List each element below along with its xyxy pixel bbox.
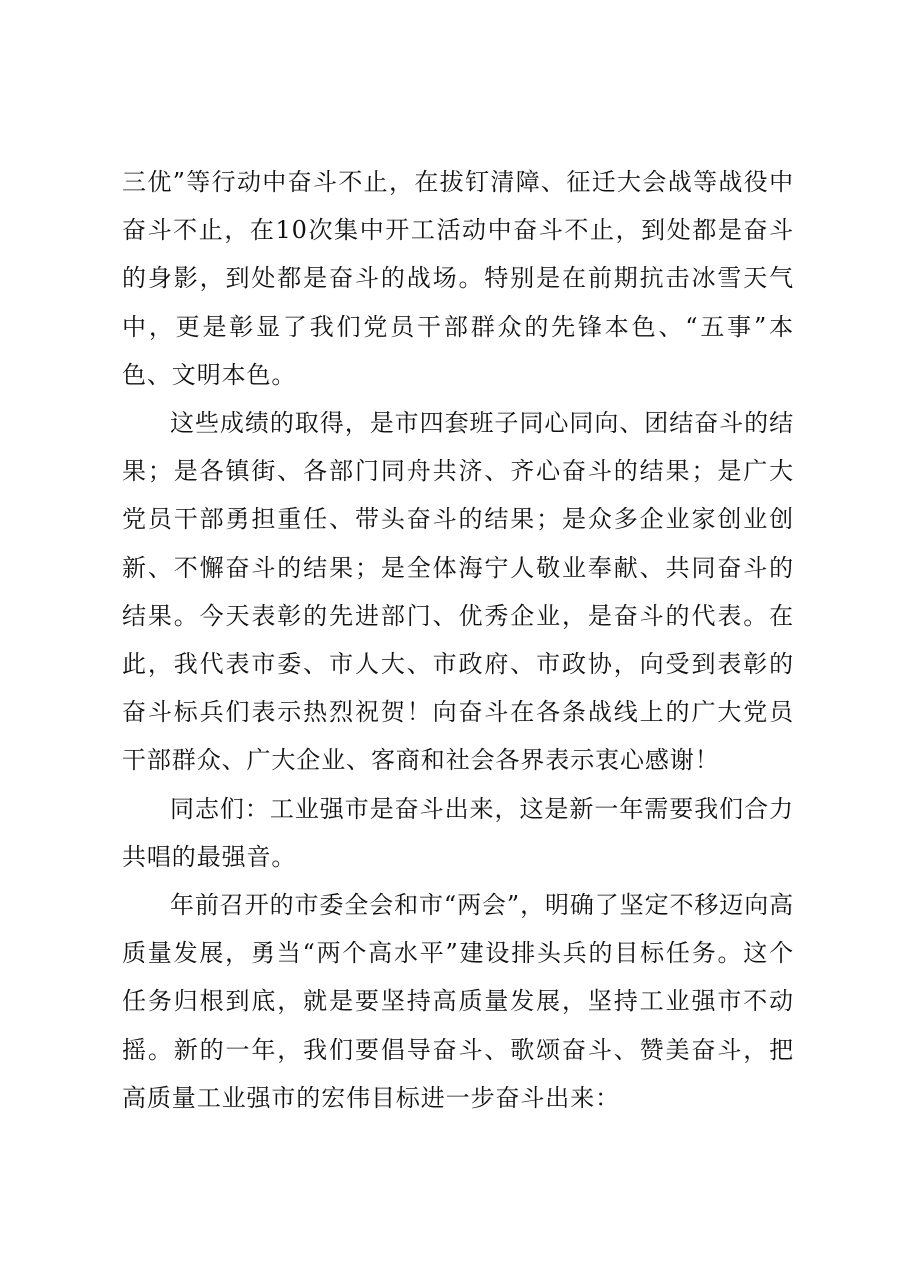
- paragraph-4: 年前召开的市委全会和市“两会”，明确了坚定不移迈向高质量发展，勇当“两个高水平”建设排头兵的目标任务。这个任务归根到底，就是要坚持高质量发展，坚持工业强市不动摇。新的一年，我们要倡导奋斗、歌颂奋斗、赞美奋斗，把高质量工业强市的宏伟目标进一步奋斗出来：: [122, 891, 794, 1112]
- paragraph-2: 这些成绩的取得，是市四套班子同心同向、团结奋斗的结果；是各镇街、各部门同舟共济、齐心奋斗的结果；是广大党员干部勇担重任、带头奋斗的结果；是众多企业家创业创新、不懈奋斗的结果；是全体海宁人敬业奉献、共同奋斗的结果。今天表彰的先进部门、优秀企业，是奋斗的代表。在此，我代表市委、市人大、市政府、市政协，向受到表彰的奋斗标兵们表示热烈祝贺！向奋斗在各条战线上的广大党员干部群众、广大企业、客商和社会各界表示衷心感谢！: [122, 409, 794, 775]
- paragraph-3: 同志们：工业强市是奋斗出来，这是新一年需要我们合力共唱的最强音。: [122, 794, 794, 871]
- paragraph-1: 三优”等行动中奋斗不止，在拔钉清障、征迁大会战等战役中奋斗不止，在10次集中开工活动中奋斗不止，到处都是奋斗的身影，到处都是奋斗的战场。特别是在前期抗击冰雪天气中，更是彰显了我们党员干部群众的先锋本色、“五事”本色、文明本色。: [122, 168, 794, 389]
- document-body: [122, 158, 794, 1122]
